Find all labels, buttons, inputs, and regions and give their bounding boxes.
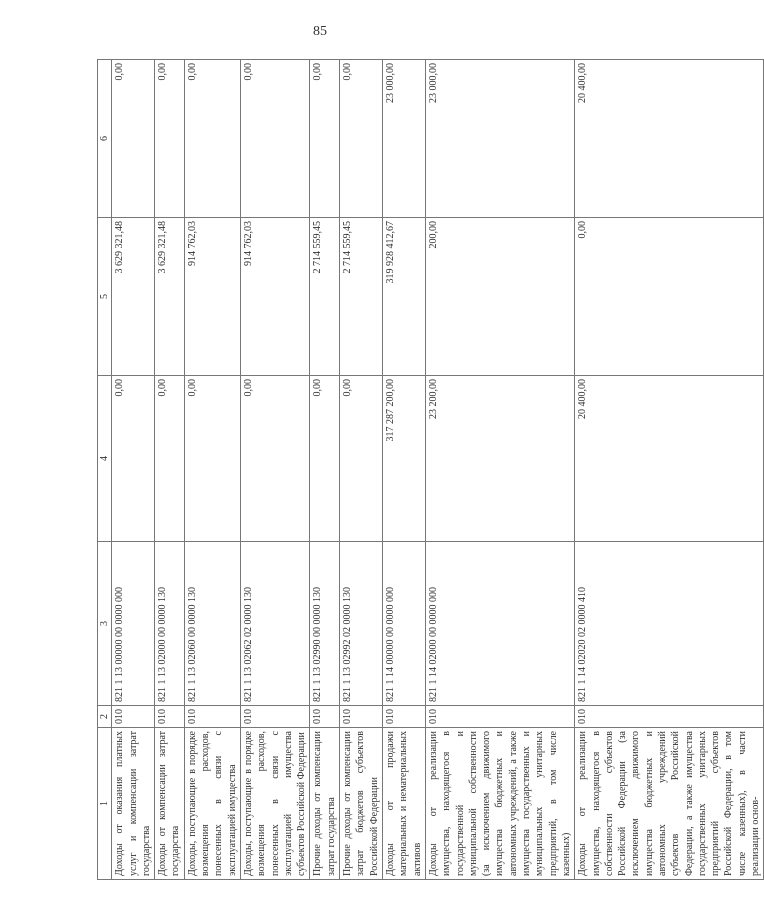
line-code-cell: 010	[184, 706, 240, 728]
budget-code-cell: 821 1 13 02062 02 0000 130	[240, 542, 309, 706]
value-cell: 2 714 559,45	[340, 218, 383, 376]
page-number: 85	[313, 24, 327, 39]
income-name-cell: Доходы от продажи материальных и нематериальных активов	[383, 728, 426, 880]
value-cell: 20 400,00	[575, 376, 764, 542]
column-header: 2	[98, 706, 112, 728]
line-code-cell: 010	[155, 706, 185, 728]
budget-code-cell: 821 1 14 02020 02 0000 410	[575, 542, 764, 706]
budget-code-cell: 821 1 13 02000 00 0000 130	[155, 542, 185, 706]
value-cell: 2 714 559,45	[310, 218, 340, 376]
column-header: 3	[98, 542, 112, 706]
budget-income-table	[97, 59, 764, 880]
income-name-cell: Доходы, поступающие в порядке возмещения расходов, понесенных в связи с эксплуатацией имущества субъектов Российской Федерации	[240, 728, 309, 880]
value-cell: 0,00	[155, 376, 185, 542]
value-cell: 0,00	[240, 60, 309, 218]
value-cell: 0,00	[310, 376, 340, 542]
income-name-cell: Доходы от реализации имущества, находящегося в собственности субъектов Российской Федерации (за исключением движимого имущества бюджетных и автономных учреждений субъектов Российской Федерации, а также имущества государственных унитарных предприятий субъектов Российской Федерации, в том числе казенных), в части реализации основ-	[575, 728, 764, 880]
value-cell: 23 000,00	[425, 60, 574, 218]
value-cell: 0,00	[184, 60, 240, 218]
income-name-cell: Доходы, поступающие в порядке возмещения расходов, понесенных в связи с эксплуатацией имущества	[184, 728, 240, 880]
budget-code-cell: 821 1 13 00000 00 0000 000	[112, 542, 155, 706]
budget-code-cell: 821 1 14 00000 00 0000 000	[383, 542, 426, 706]
column-header: 6	[98, 60, 112, 218]
column-header: 4	[98, 376, 112, 542]
income-name-cell: Доходы от реализации имущества, находящегося в государственной и муниципальной собственности (за исключением движимого имущества бюджетных и автономных учреждений, а также имущества государственных и муниципальных унитарных предприятий, в том числе казенных)	[425, 728, 574, 880]
table-row	[340, 60, 383, 880]
table-row	[310, 60, 340, 880]
value-cell: 200,00	[425, 218, 574, 376]
value-cell: 0,00	[575, 218, 764, 376]
header-row	[98, 60, 112, 880]
income-name-cell: Прочие доходы от компенсации затрат государства	[310, 728, 340, 880]
value-cell: 0,00	[340, 60, 383, 218]
value-cell: 0,00	[155, 60, 185, 218]
table-row	[240, 60, 309, 880]
budget-code-cell: 821 1 13 02060 00 0000 130	[184, 542, 240, 706]
income-name-cell: Доходы от компенсации затрат государства	[155, 728, 185, 880]
budget-code-cell: 821 1 13 02992 02 0000 130	[340, 542, 383, 706]
value-cell: 23 000,00	[383, 60, 426, 218]
value-cell: 0,00	[240, 376, 309, 542]
value-cell: 0,00	[112, 376, 155, 542]
table-row	[112, 60, 155, 880]
value-cell: 0,00	[340, 376, 383, 542]
value-cell: 0,00	[184, 376, 240, 542]
value-cell: 3 629 321,48	[112, 218, 155, 376]
value-cell: 23 200,00	[425, 376, 574, 542]
value-cell: 319 928 412,67	[383, 218, 426, 376]
line-code-cell: 010	[310, 706, 340, 728]
value-cell: 0,00	[310, 60, 340, 218]
budget-code-cell: 821 1 13 02990 00 0000 130	[310, 542, 340, 706]
table-row	[425, 60, 574, 880]
table-row	[575, 60, 764, 880]
line-code-cell: 010	[112, 706, 155, 728]
value-cell: 3 629 321,48	[155, 218, 185, 376]
line-code-cell: 010	[240, 706, 309, 728]
income-name-cell: Доходы от оказания платных услуг и компенсации затрат государства	[112, 728, 155, 880]
line-code-cell: 010	[575, 706, 764, 728]
table-row	[155, 60, 185, 880]
table-row	[383, 60, 426, 880]
value-cell: 0,00	[112, 60, 155, 218]
line-code-cell: 010	[340, 706, 383, 728]
budget-code-cell: 821 1 14 02000 00 0000 000	[425, 542, 574, 706]
value-cell: 914 762,03	[240, 218, 309, 376]
column-header: 5	[98, 218, 112, 376]
column-header: 1	[98, 728, 112, 880]
rotated-table-frame	[97, 60, 762, 880]
income-name-cell: Прочие доходы от компенсации затрат бюджетов субъектов Российской Федерации	[340, 728, 383, 880]
value-cell: 914 762,03	[184, 218, 240, 376]
value-cell: 317 287 200,00	[383, 376, 426, 542]
line-code-cell: 010	[425, 706, 574, 728]
value-cell: 20 400,00	[575, 60, 764, 218]
line-code-cell: 010	[383, 706, 426, 728]
table-row	[184, 60, 240, 880]
